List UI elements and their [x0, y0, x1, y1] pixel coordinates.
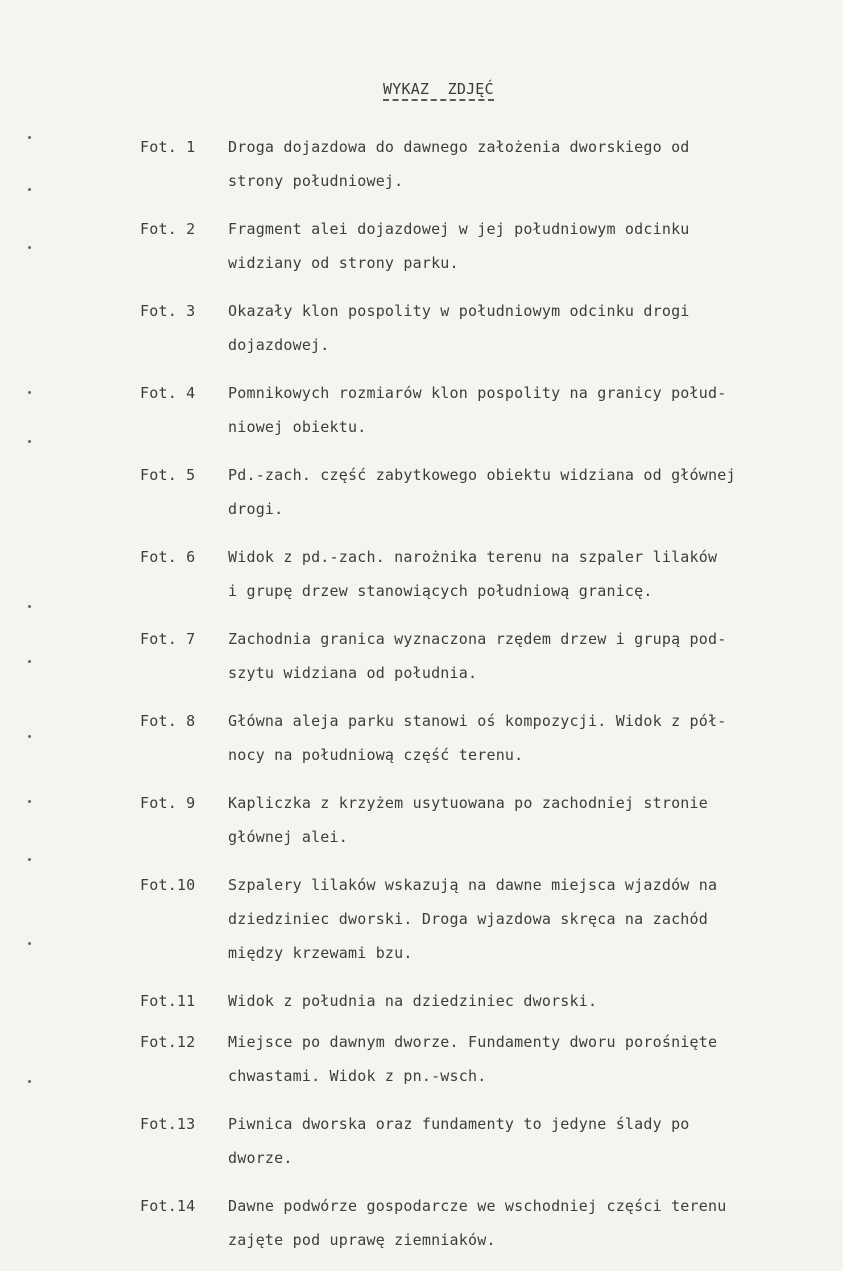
- description-line: Okazały klon pospolity w południowym odcinku drogi: [228, 302, 690, 320]
- margin-speck: [28, 1080, 31, 1083]
- description-line: Pomnikowych rozmiarów klon pospolity na granicy połud-: [228, 384, 727, 402]
- photo-entry: [140, 786, 820, 854]
- photo-entry: [140, 704, 820, 772]
- margin-speck: [28, 858, 31, 861]
- photo-number: Fot. 3: [140, 302, 196, 320]
- description-line: Droga dojazdowa do dawnego założenia dworskiego od: [228, 138, 690, 156]
- description-line: widziany od strony parku.: [228, 254, 459, 272]
- photo-entry: [140, 1025, 820, 1093]
- description-line: Dawne podwórze gospodarcze we wschodniej części terenu: [228, 1197, 727, 1215]
- description-line: Widok z południa na dziedziniec dworski.: [228, 992, 598, 1010]
- margin-speck: [28, 942, 31, 945]
- photo-number: Fot. 2: [140, 220, 196, 238]
- photo-entry: [140, 1189, 820, 1257]
- photo-number: Fot. 7: [140, 630, 196, 648]
- photo-description: [228, 704, 820, 772]
- photo-description: [228, 1025, 820, 1093]
- photo-entry: [140, 376, 820, 444]
- margin-speck: [28, 246, 31, 249]
- photo-description: [228, 786, 820, 854]
- photo-description: [228, 376, 820, 444]
- description-line: strony południowej.: [228, 172, 404, 190]
- description-line: głównej alei.: [228, 828, 348, 846]
- margin-speck: [28, 735, 31, 738]
- photo-number: Fot. 1: [140, 138, 196, 156]
- photo-description: [228, 294, 820, 362]
- photo-number: Fot.14: [140, 1197, 196, 1215]
- margin-speck: [28, 188, 31, 191]
- description-line: dziedziniec dworski. Droga wjazdowa skręca na zachód: [228, 910, 708, 928]
- photo-number: Fot.10: [140, 876, 196, 894]
- description-line: Kapliczka z krzyżem usytuowana po zachodniej stronie: [228, 794, 708, 812]
- photo-entry: [140, 1107, 820, 1175]
- photo-entry: [140, 212, 820, 280]
- description-line: nocy na południową część terenu.: [228, 746, 524, 764]
- photo-list: [140, 130, 820, 1271]
- description-line: Zachodnia granica wyznaczona rzędem drzew i grupą pod-: [228, 630, 727, 648]
- photo-number: Fot. 4: [140, 384, 196, 402]
- description-line: dojazdowej.: [228, 336, 330, 354]
- margin-speck: [28, 440, 31, 443]
- photo-description: [228, 458, 820, 526]
- description-line: drogi.: [228, 500, 284, 518]
- photo-description: [228, 1189, 820, 1257]
- photo-number: Fot.12: [140, 1033, 196, 1051]
- photo-description: [228, 130, 820, 198]
- description-line: i grupę drzew stanowiących południową granicę.: [228, 582, 653, 600]
- margin-speck: [28, 605, 31, 608]
- margin-speck: [28, 391, 31, 394]
- photo-entry: [140, 868, 820, 970]
- photo-number: Fot. 5: [140, 466, 196, 484]
- description-line: Główna aleja parku stanowi oś kompozycji. Widok z pół-: [228, 712, 727, 730]
- description-line: Pd.-zach. część zabytkowego obiektu widziana od głównej: [228, 466, 736, 484]
- photo-number: Fot.13: [140, 1115, 196, 1133]
- photo-description: [228, 622, 820, 690]
- photo-number: Fot. 9: [140, 794, 196, 812]
- photo-entry: [140, 984, 820, 1018]
- description-line: między krzewami bzu.: [228, 944, 413, 962]
- description-line: Szpalery lilaków wskazują na dawne miejsca wjazdów na: [228, 876, 718, 894]
- description-line: Widok z pd.-zach. narożnika terenu na szpaler lilaków: [228, 548, 718, 566]
- photo-description: [228, 984, 820, 1018]
- description-line: chwastami. Widok z pn.-wsch.: [228, 1067, 487, 1085]
- photo-description: [228, 1107, 820, 1175]
- description-line: Fragment alei dojazdowej w jej południowym odcinku: [228, 220, 690, 238]
- photo-entry: [140, 540, 820, 608]
- description-line: szytu widziana od południa.: [228, 664, 478, 682]
- photo-description: [228, 868, 820, 970]
- photo-number: Fot. 6: [140, 548, 196, 566]
- document-title: WYKAZ ZDJĘĆ: [383, 80, 494, 101]
- description-line: Miejsce po dawnym dworze. Fundamenty dworu porośnięte: [228, 1033, 718, 1051]
- photo-number: Fot. 8: [140, 712, 196, 730]
- description-line: zajęte pod uprawę ziemniaków.: [228, 1231, 496, 1249]
- photo-description: [228, 540, 820, 608]
- photo-entry: [140, 130, 820, 198]
- photo-entry: [140, 458, 820, 526]
- margin-speck: [28, 800, 31, 803]
- photo-number: Fot.11: [140, 992, 196, 1010]
- margin-speck: [28, 660, 31, 663]
- photo-entry: [140, 294, 820, 362]
- photo-entry: [140, 622, 820, 690]
- description-line: niowej obiektu.: [228, 418, 367, 436]
- photo-description: [228, 212, 820, 280]
- description-line: Piwnica dworska oraz fundamenty to jedyne ślady po: [228, 1115, 690, 1133]
- description-line: dworze.: [228, 1149, 293, 1167]
- margin-speck: [28, 136, 31, 139]
